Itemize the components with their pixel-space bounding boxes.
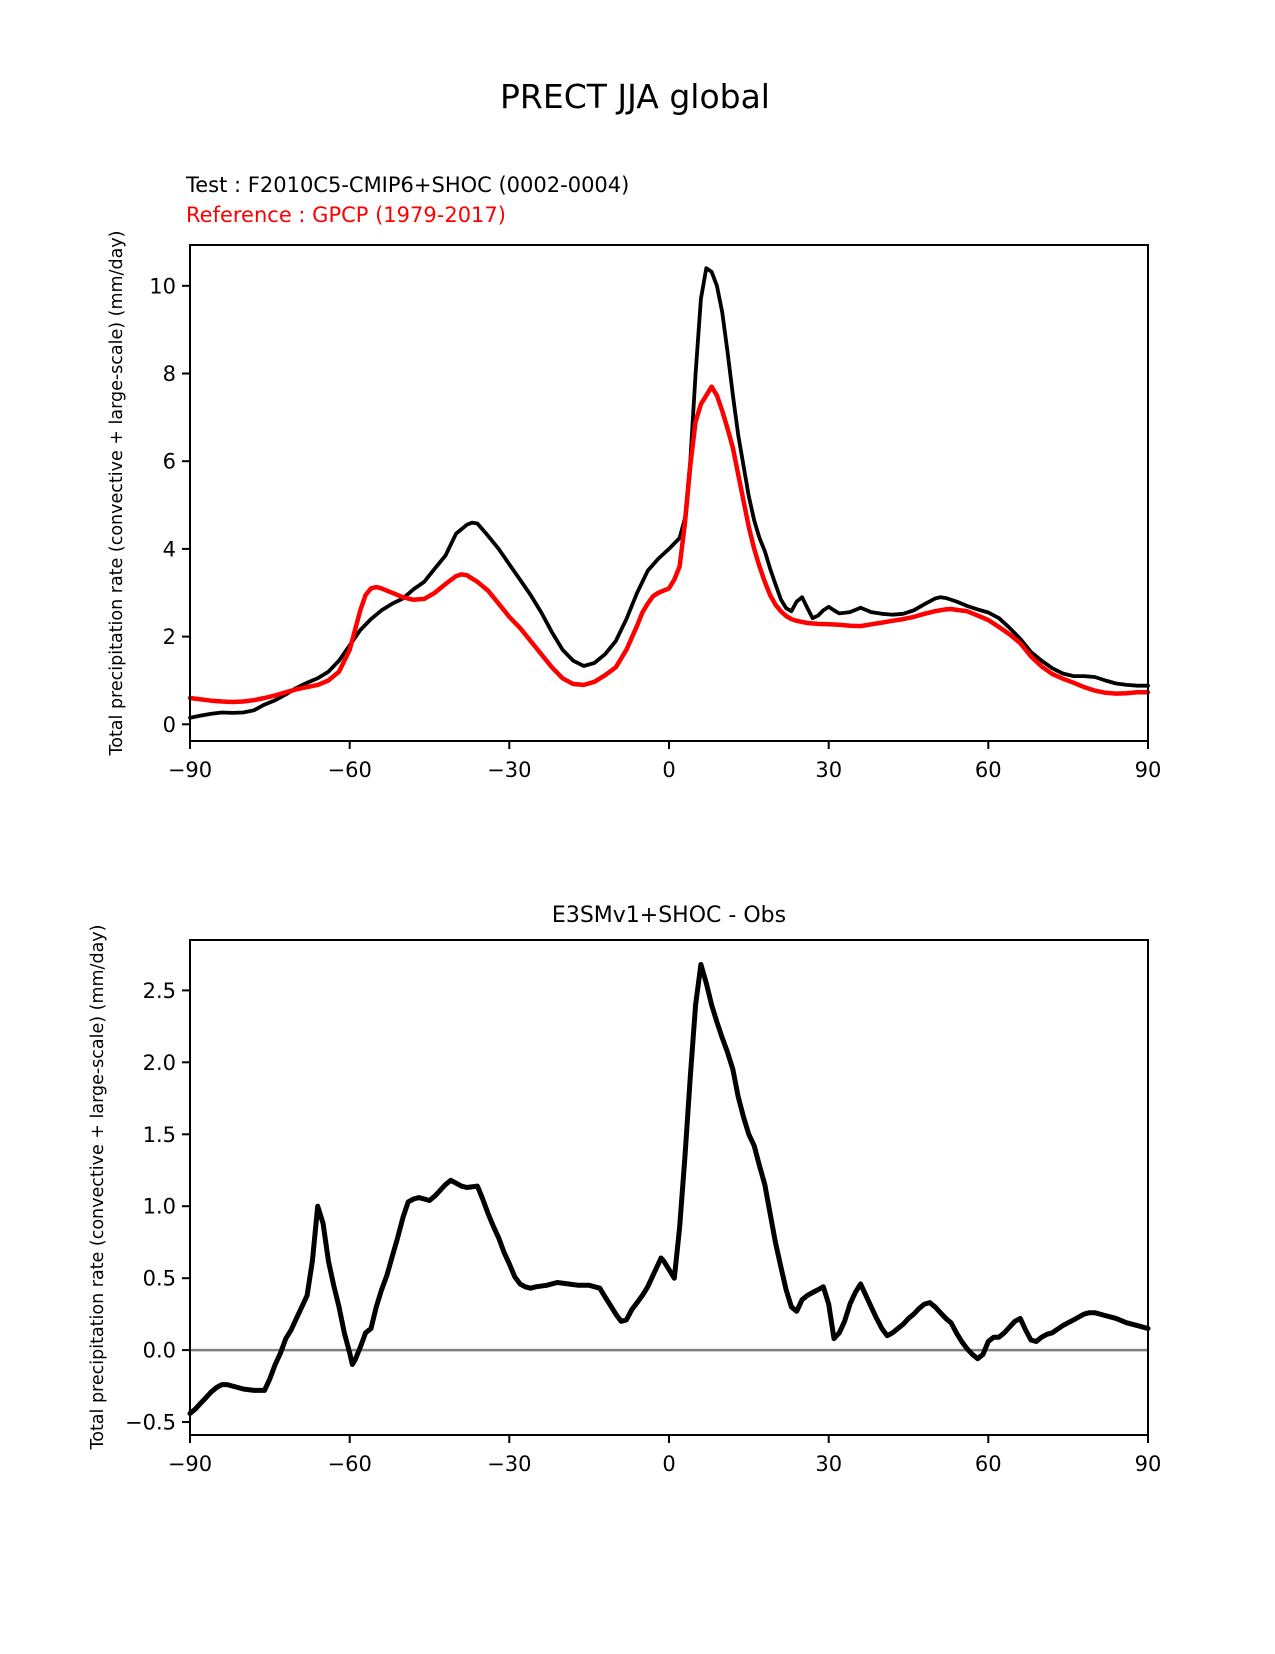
x-tick-label: 90: [1134, 758, 1162, 782]
reference-run-label: Reference : GPCP (1979-2017): [186, 203, 506, 227]
y-tick-label: 0.0: [142, 1338, 176, 1363]
y-tick-label: 2.0: [142, 1050, 176, 1075]
x-tick-label: −60: [327, 758, 372, 782]
y-tick-label: 8: [162, 362, 176, 386]
x-tick-label: 60: [974, 758, 1002, 782]
top-axes: [149, 245, 1161, 782]
series-line-0: [190, 268, 1148, 718]
y-tick-label: −0.5: [125, 1410, 176, 1435]
x-tick-label: −30: [487, 1452, 532, 1476]
y-tick-label: 2: [162, 625, 176, 650]
x-tick-label: −90: [167, 1452, 213, 1476]
x-tick-label: −90: [167, 758, 213, 782]
x-tick-label: 0: [662, 758, 676, 782]
y-tick-label: 10: [149, 274, 176, 299]
x-tick-label: 30: [815, 1452, 843, 1476]
bottom-axes: [125, 940, 1161, 1476]
x-tick-label: −60: [327, 1452, 372, 1476]
x-tick-label: 60: [974, 1452, 1002, 1476]
y-tick-label: 0.5: [142, 1266, 176, 1291]
bottom-y-axis-label: Total precipitation rate (convective + large-scale) (mm/day): [88, 924, 108, 1450]
figure-suptitle: PRECT JJA global: [500, 77, 770, 116]
series-line-0: [190, 965, 1148, 1414]
top-y-axis-label: Total precipitation rate (convective + large-scale) (mm/day): [107, 230, 127, 756]
x-tick-label: 90: [1134, 1452, 1162, 1476]
x-tick-label: 30: [815, 758, 843, 782]
y-tick-label: 2.5: [142, 978, 176, 1003]
bottom-axes-title: E3SMv1+SHOC - Obs: [551, 903, 787, 928]
y-tick-label: 1.5: [142, 1122, 176, 1147]
y-tick-label: 4: [162, 537, 176, 562]
y-tick-label: 0: [162, 712, 176, 737]
y-tick-label: 1.0: [142, 1194, 176, 1219]
test-run-label: Test : F2010C5-CMIP6+SHOC (0002-0004): [186, 173, 630, 197]
y-tick-label: 6: [162, 449, 176, 474]
x-tick-label: −30: [487, 758, 532, 782]
x-tick-label: 0: [662, 1452, 676, 1476]
axes-frame: [190, 940, 1148, 1435]
series-line-1: [190, 387, 1148, 702]
